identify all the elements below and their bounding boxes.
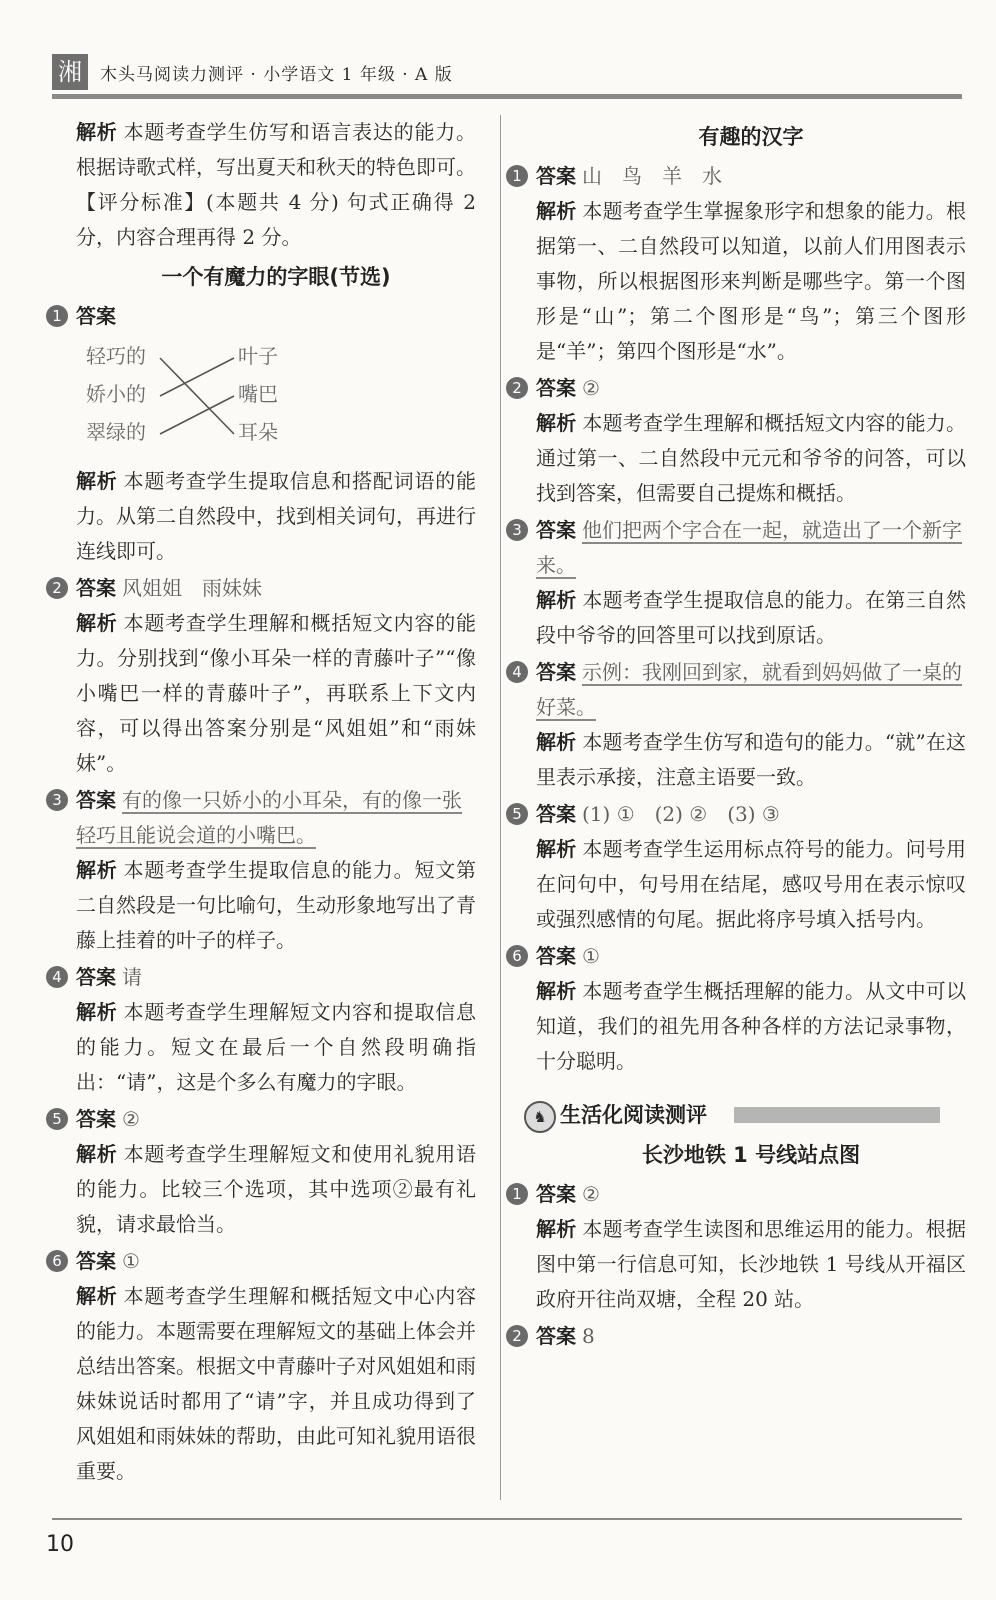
question-1 bbox=[512, 159, 966, 194]
column-divider bbox=[500, 115, 501, 1500]
scoring-standard: 【评分标准】(本题共 4 分) 句式正确得 2 分，内容合理再得 2 分。 bbox=[76, 190, 476, 249]
answer-label: 答案 bbox=[536, 1324, 576, 1348]
analysis-text: 本题考查学生提取信息的能力。短文第二自然段是一句比喻句，生动形象地写出了青藤上挂着的叶子的样子。 bbox=[76, 858, 477, 952]
analysis-paragraph bbox=[536, 832, 966, 937]
answer-label: 答案 bbox=[76, 1107, 116, 1131]
analysis-label: 解析 bbox=[76, 858, 118, 882]
match-left-item: 娇小的 bbox=[86, 382, 146, 406]
question-4 bbox=[52, 960, 476, 995]
section-title-fun-characters: 有趣的汉字 bbox=[698, 125, 804, 149]
question-number: 2 bbox=[506, 377, 528, 399]
question-number: 2 bbox=[506, 1325, 528, 1347]
analysis-label: 解析 bbox=[76, 1284, 118, 1308]
answer-label: 答案 bbox=[536, 164, 576, 188]
analysis-paragraph bbox=[76, 1137, 476, 1242]
analysis-text: 本题考查学生仿写和造句的能力。“就”在这里表示承接，注意主语要一致。 bbox=[536, 730, 967, 789]
question-6 bbox=[52, 1244, 476, 1279]
section-title-metro-map: 长沙地铁 1 号线站点图 bbox=[641, 1143, 861, 1167]
analysis-label: 解析 bbox=[536, 979, 577, 1003]
answer-label: 答案 bbox=[536, 518, 576, 542]
analysis-label: 解析 bbox=[536, 1217, 577, 1241]
question-number: 1 bbox=[506, 1183, 528, 1205]
reading-assessment-banner bbox=[524, 1097, 966, 1133]
header-rule bbox=[52, 94, 962, 99]
answer-text: 8 bbox=[582, 1324, 595, 1348]
question-5 bbox=[52, 1102, 476, 1137]
answer-label: 答案 bbox=[76, 576, 116, 600]
answer-text: 有的像一只娇小的小耳朵，有的像一张轻巧且能说会道的小嘴巴。 bbox=[76, 788, 462, 847]
horse-mascot-icon: ♞ bbox=[524, 1101, 556, 1133]
metro-question-2 bbox=[512, 1319, 966, 1354]
answer-text: 示例：我刚回到家，就看到妈妈做了一桌的好菜。 bbox=[536, 660, 962, 719]
question-3 bbox=[512, 513, 966, 583]
answer-label: 答案 bbox=[76, 788, 116, 812]
analysis-paragraph bbox=[536, 406, 966, 511]
analysis-label: 解析 bbox=[76, 120, 118, 144]
question-number: 3 bbox=[46, 789, 68, 811]
analysis-text: 本题考查学生理解短文内容和提取信息的能力。短文在最后一个自然段明确指出：“请”，这是个多么有魔力的字眼。 bbox=[76, 1000, 477, 1094]
question-2 bbox=[52, 571, 476, 606]
match-line bbox=[160, 358, 234, 434]
analysis-text: 本题考查学生理解和概括短文内容的能力。通过第一、二自然段中元元和爷爷的问答，可以找到答案，但需要自己提炼和概括。 bbox=[536, 411, 967, 505]
analysis-text: 本题考查学生提取信息和搭配词语的能力。从第二自然段中，找到相关词句，再进行连线即可。 bbox=[76, 469, 477, 563]
analysis-paragraph bbox=[536, 725, 966, 795]
answer-label: 答案 bbox=[536, 802, 576, 826]
match-right-item: 嘴巴 bbox=[238, 382, 278, 406]
answer-label: 答案 bbox=[76, 304, 116, 328]
analysis-label: 解析 bbox=[536, 588, 577, 612]
answer-label: 答案 bbox=[76, 1249, 116, 1273]
answer-label: 答案 bbox=[536, 376, 576, 400]
footer-rule bbox=[52, 1518, 962, 1520]
match-line bbox=[160, 358, 234, 396]
answer-text: ② bbox=[582, 1182, 600, 1206]
matching-exercise bbox=[86, 340, 476, 458]
analysis-label: 解析 bbox=[536, 199, 577, 223]
answer-text: 请 bbox=[122, 965, 142, 989]
question-5 bbox=[512, 797, 966, 832]
analysis-text: 本题考查学生运用标点符号的能力。问号用在问句中，句号用在结尾，感叹号用在表示惊叹或强烈感情的句尾。据此将序号填入括号内。 bbox=[536, 837, 967, 931]
intro-analysis bbox=[76, 115, 476, 185]
answer-text: ② bbox=[122, 1107, 140, 1131]
question-2 bbox=[512, 371, 966, 406]
answer-label: 答案 bbox=[536, 1182, 576, 1206]
question-number: 6 bbox=[46, 1250, 68, 1272]
question-number: 3 bbox=[506, 519, 528, 541]
match-right-item: 叶子 bbox=[238, 344, 278, 368]
answer-text: 山 鸟 羊 水 bbox=[582, 164, 722, 188]
answer-text: (1) ① (2) ② (3) ③ bbox=[582, 802, 780, 826]
question-3 bbox=[52, 783, 476, 853]
analysis-paragraph bbox=[536, 583, 966, 653]
analysis-text: 本题考查学生概括理解的能力。从文中可以知道，我们的祖先用各种各样的方法记录事物，十分聪明。 bbox=[536, 979, 967, 1073]
page-header bbox=[52, 52, 962, 92]
match-line bbox=[160, 396, 234, 434]
analysis-paragraph bbox=[76, 853, 476, 958]
analysis-text: 本题考查学生掌握象形字和想象的能力。根据第一、二自然段可以知道，以前人们用图表示事物，所以根据图形来判断是哪些字。第一个图形是“山”；第二个图形是“鸟”；第三个图形是“羊”；第四个图形是“水”。 bbox=[536, 199, 967, 363]
question-6 bbox=[512, 939, 966, 974]
header-title: 木头马阅读力测评 · 小学语文 1 年级 · A 版 bbox=[100, 65, 453, 85]
left-column bbox=[52, 115, 477, 1489]
analysis-paragraph bbox=[76, 464, 476, 569]
reading-assessment-heading: 生活化阅读测评 bbox=[560, 1103, 707, 1127]
analysis-paragraph bbox=[76, 1279, 476, 1489]
right-column bbox=[512, 115, 967, 1354]
question-4 bbox=[512, 655, 966, 725]
match-left-item: 轻巧的 bbox=[86, 344, 146, 368]
question-1 bbox=[52, 299, 476, 334]
analysis-text: 本题考查学生仿写和语言表达的能力。根据诗歌式样，写出夏天和秋天的特色即可。 bbox=[76, 120, 477, 179]
question-number: 2 bbox=[46, 577, 68, 599]
header-badge: 湘 bbox=[52, 54, 88, 90]
analysis-text: 本题考查学生理解和概括短文中心内容的能力。本题需要在理解短文的基础上体会并总结出答案。根据文中青藤叶子对风姐姐和雨妹妹说话时都用了“请”字，并且成功得到了风姐姐和雨妹妹的帮助，由此可知礼貌用语很重要。 bbox=[76, 1284, 477, 1483]
answer-label: 答案 bbox=[536, 660, 576, 684]
question-number: 5 bbox=[506, 803, 528, 825]
answer-label: 答案 bbox=[76, 965, 116, 989]
match-right-item: 耳朵 bbox=[238, 420, 278, 444]
question-number: 4 bbox=[506, 661, 528, 683]
analysis-paragraph bbox=[536, 974, 966, 1079]
analysis-paragraph bbox=[76, 995, 476, 1100]
analysis-label: 解析 bbox=[76, 611, 118, 635]
question-number: 1 bbox=[506, 165, 528, 187]
answer-text: 他们把两个字合在一起，就造出了一个新字来。 bbox=[536, 518, 962, 577]
analysis-paragraph bbox=[536, 194, 966, 369]
analysis-label: 解析 bbox=[76, 1142, 118, 1166]
question-number: 4 bbox=[46, 966, 68, 988]
analysis-text: 本题考查学生理解和概括短文内容的能力。分别找到“像小耳朵一样的青藤叶子”“像小嘴巴一样的青藤叶子”，再联系上下文内容，可以得出答案分别是“风姐姐”和“雨妹妹”。 bbox=[76, 611, 477, 775]
section-title-magic-word: 一个有魔力的字眼(节选) bbox=[161, 265, 391, 289]
match-left-item: 翠绿的 bbox=[86, 420, 146, 444]
answer-text: ① bbox=[122, 1249, 140, 1273]
analysis-text: 本题考查学生读图和思维运用的能力。根据图中第一行信息可知，长沙地铁 1 号线从开福区政府开往尚双塘，全程 20 站。 bbox=[536, 1217, 967, 1311]
analysis-paragraph bbox=[76, 606, 476, 781]
analysis-label: 解析 bbox=[76, 469, 118, 493]
answer-text: ② bbox=[582, 376, 600, 400]
answer-label: 答案 bbox=[536, 944, 576, 968]
answer-text: 风姐姐 雨妹妹 bbox=[122, 576, 262, 600]
analysis-paragraph bbox=[536, 1212, 966, 1317]
analysis-label: 解析 bbox=[536, 730, 577, 754]
analysis-label: 解析 bbox=[76, 1000, 118, 1024]
analysis-label: 解析 bbox=[536, 411, 577, 435]
matching-lines bbox=[158, 340, 238, 458]
question-number: 6 bbox=[506, 945, 528, 967]
answer-text: ① bbox=[582, 944, 600, 968]
analysis-text: 本题考查学生提取信息的能力。在第三自然段中爷爷的回答里可以找到原话。 bbox=[536, 588, 967, 647]
question-number: 5 bbox=[46, 1108, 68, 1130]
analysis-text: 本题考查学生理解短文和使用礼貌用语的能力。比较三个选项，其中选项②最有礼貌，请求最恰当。 bbox=[76, 1142, 477, 1236]
question-number: 1 bbox=[46, 305, 68, 327]
heading-band bbox=[734, 1107, 940, 1123]
page-number: 10 bbox=[46, 1532, 74, 1557]
metro-question-1 bbox=[512, 1177, 966, 1212]
analysis-label: 解析 bbox=[536, 837, 577, 861]
